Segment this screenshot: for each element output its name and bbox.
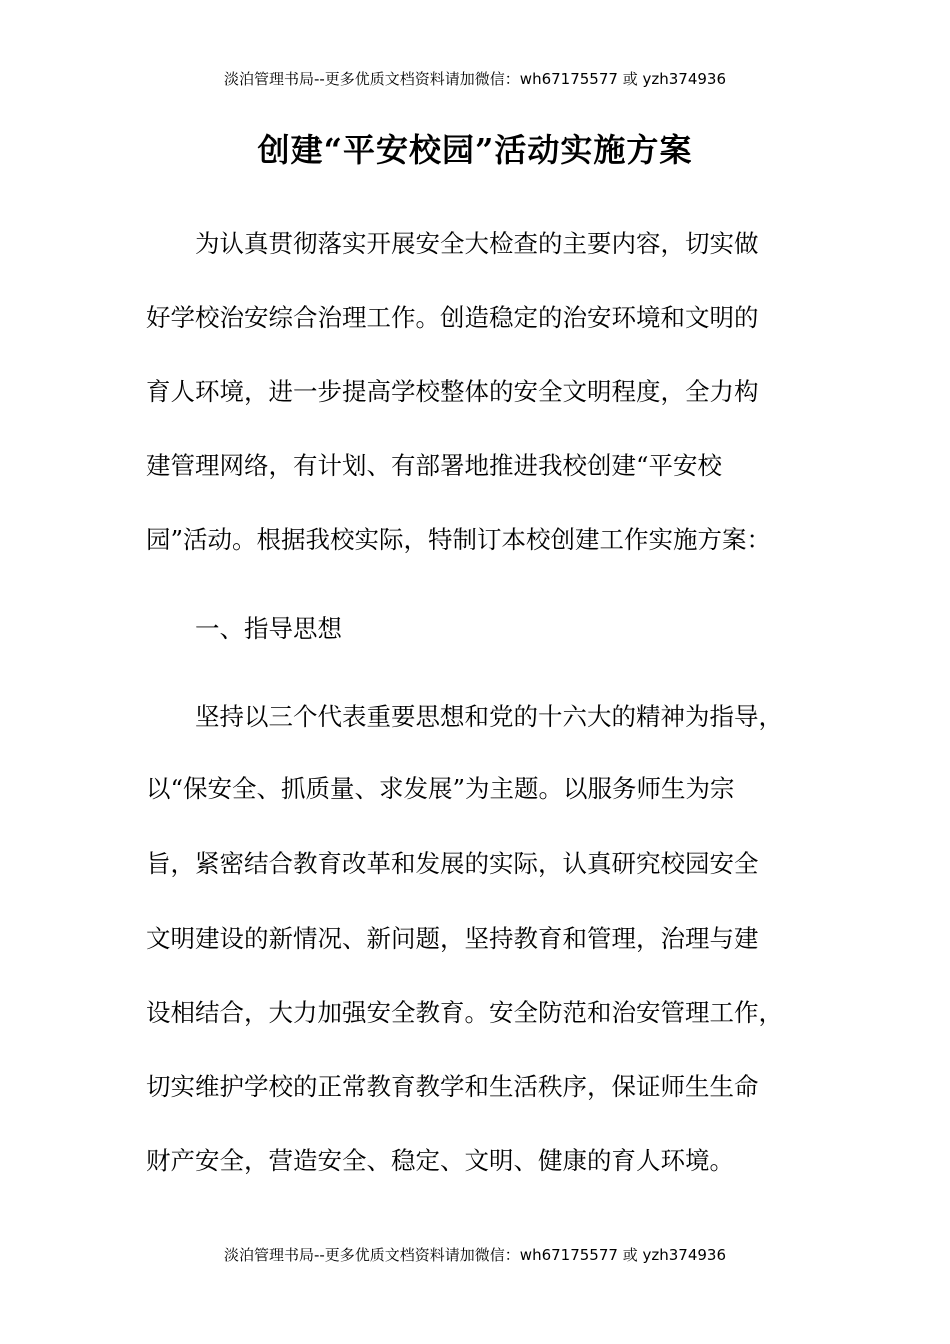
document-title: 创建“平安校园”活动实施方案: [257, 131, 693, 169]
paragraph-line: 建管理网络，有计划、有部署地推进我校创建“平安校: [146, 451, 723, 480]
paragraph-line: 为认真贯彻落实开展安全大检查的主要内容，切实做: [195, 229, 759, 258]
paragraph-line: 切实维护学校的正常教育教学和生活秩序，保证师生生命: [146, 1072, 759, 1101]
paragraph-line: 文明建设的新情况、新问题，坚持教育和管理，治理与建: [146, 924, 759, 953]
page-header-note: 淡泊管理书局--更多优质文档资料请加微信：wh67175577 或 yzh374936: [223, 70, 726, 88]
paragraph-line: 旨，紧密结合教育改革和发展的实际，认真研究校园安全: [146, 849, 759, 878]
paragraph-line: 育人环境，进一步提高学校整体的安全文明程度，全力构: [146, 377, 759, 406]
page-footer-note: 淡泊管理书局--更多优质文档资料请加微信：wh67175577 或 yzh374936: [223, 1246, 726, 1264]
paragraph-line: 以“保安全、抓质量、求发展”为主题。以服务师生为宗: [146, 774, 735, 803]
paragraph-line: 好学校治安综合治理工作。创造稳定的治安环境和文明的: [146, 303, 759, 332]
paragraph-line: 园”活动。根据我校实际，特制订本校创建工作实施方案：: [146, 525, 772, 554]
section-heading: 一、指导思想: [195, 614, 342, 643]
paragraph-line: 设相结合，大力加强安全教育。安全防范和治安管理工作，: [146, 998, 783, 1027]
paragraph-line: 坚持以三个代表重要思想和党的十六大的精神为指导，: [195, 702, 783, 731]
paragraph-line: 财产安全，营造安全、稳定、文明、健康的育人环境。: [146, 1146, 734, 1175]
